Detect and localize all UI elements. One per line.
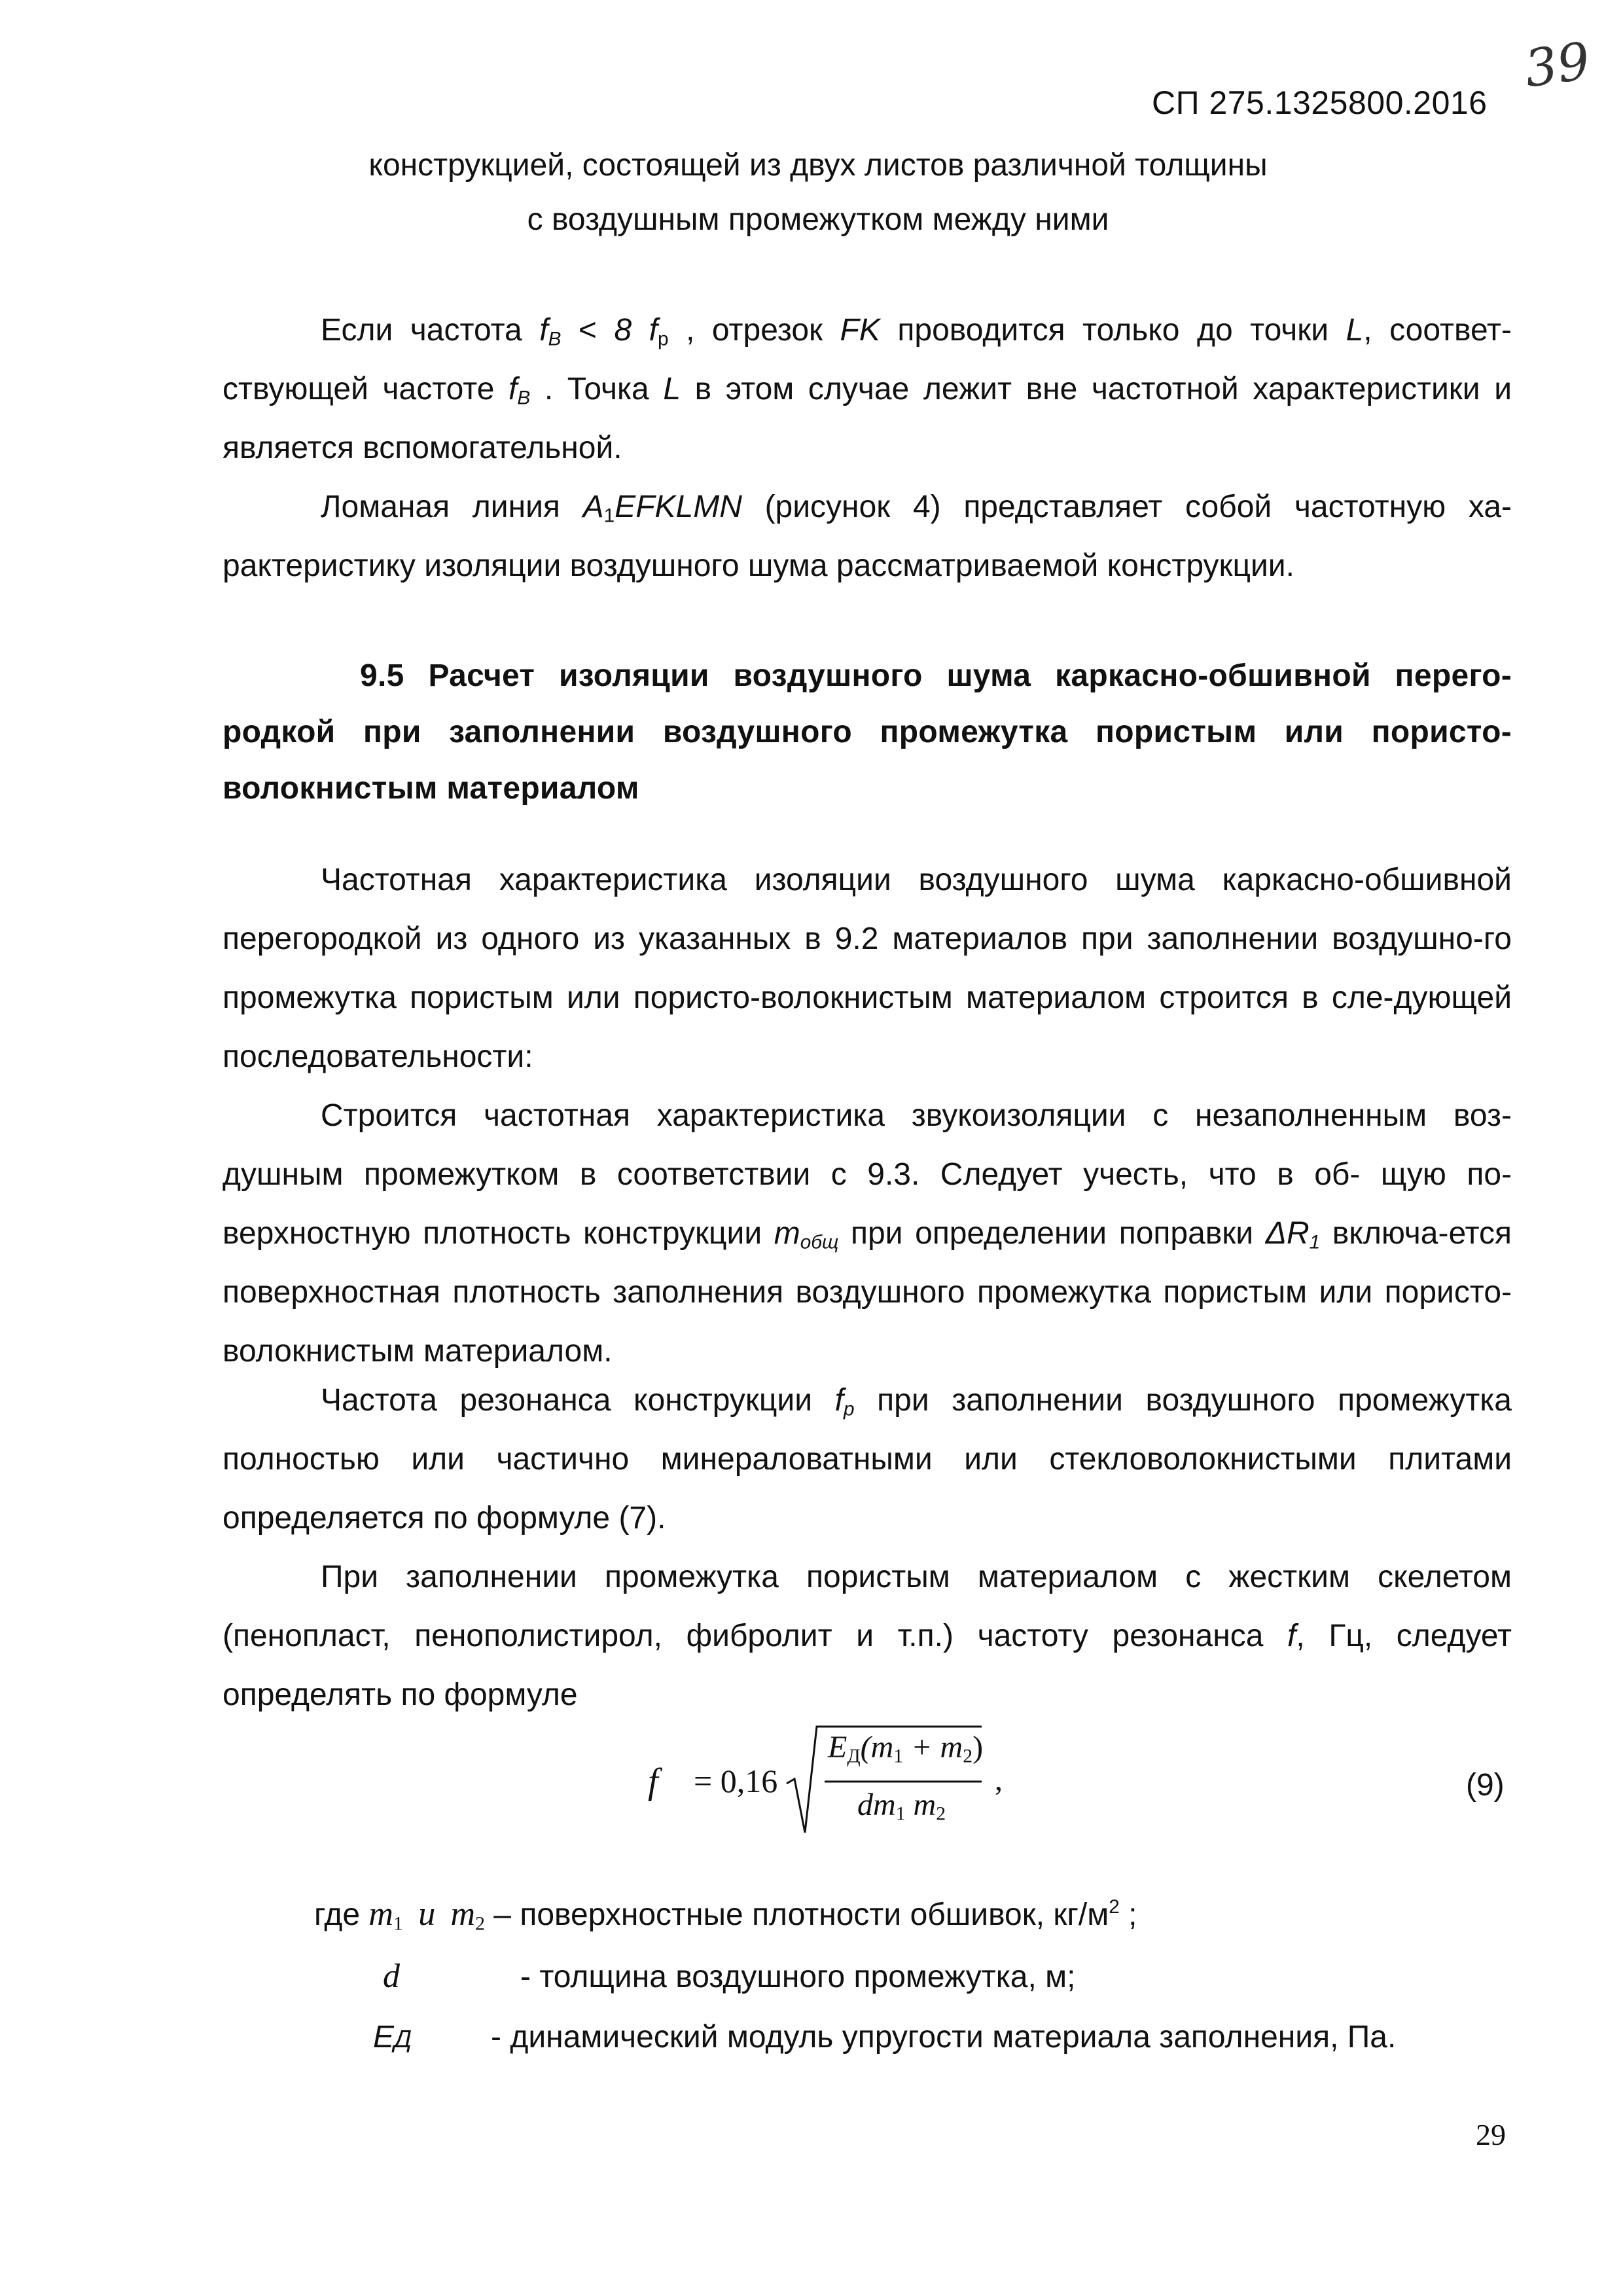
definition-m1-m2: где $m_1$ и $m_2$ – поверхностные плотности обшивок, $кг/м^2$ ; [314, 1895, 1137, 1935]
formula-denominator: $dm_1$ $m_2$ [857, 1787, 946, 1825]
definition-e-symbol: EД [373, 2020, 412, 2054]
section-heading: 9.5 Расчет изоляции воздушного шума каркасно-обшивной перего-родкой при заполнении воздушного промежутка пористым или пористо-волокнистым материалом [223, 658, 1512, 806]
formula-9 [648, 1715, 1073, 1846]
page-number: 29 [1476, 2118, 1506, 2151]
document-code: СП 275.1325800.2016 [1152, 84, 1488, 121]
definition-d-symbol: d [383, 1958, 400, 1995]
paragraph-unfilled-gap: Строится частотная характеристика звукоизоляции с незаполненным воз-душным промежутком в соответствии с 9.3. Следует учесть, что в об- щую по-верхностную плотность конструкции $m_{общ}$ при определении поправки $\Delta R_1$ включа-ется поверхностная плотность заполнения воздушного промежутка пористым или пористо-волокнистым материалом. [223, 1098, 1512, 1369]
definition-e-text: - динамический модуль упругости материала заполнения, Па. [491, 2020, 1397, 2054]
paragraph-resonance-frequency: Частота резонанса конструкции $f_р$ при заполнении воздушного промежутка полностью или частично минераловатными или стекловолокнистыми плитами определяется по формуле (7). [223, 1383, 1512, 1535]
definition-d-text: - толщина воздушного промежутка, м; [520, 1960, 1076, 1994]
paragraph-polyline: Ломаная линия $A_1EFKLMN$ (рисунок 4) представляет собой частотную ха-рактеристику изоляции воздушного шума рассматриваемой конструкции. [223, 490, 1512, 583]
formula-comma: , [995, 1763, 1003, 1797]
figure-caption-line-2: с воздушным промежутком между ними [527, 202, 1109, 237]
paragraph-characteristic-intro: Частотная характеристика изоляции воздушного шума каркасно-обшивной перегородкой из одного из указанных в 9.2 материалов при заполнении воздушно-го промежутка пористым или пористо-волокнистым материалом строится в сле-дующей последовательности: [223, 863, 1512, 1074]
figure-caption-line-1: конструкцией, состоящей из двух листов различной толщины [368, 148, 1268, 183]
paragraph-rigid-skeleton: При заполнении промежутка пористым материалом с жестким скелетом (пенопласт, пенополистирол, фибролит и т.п.) частоту резонанса f, Гц, следует определять по формуле [223, 1560, 1512, 1712]
formula-numerator: $E_Д(m_1 + m_2)$ [828, 1730, 984, 1767]
handwritten-page-number: 39 [1521, 31, 1594, 99]
formula-lhs: f [648, 1761, 658, 1802]
formula-number: (9) [1466, 1768, 1505, 1803]
paragraph-fb-condition: Если частота $f_В < 8$ $f_р$ , отрезок FK проводится только до точки L, соответ-ствующей частоте $f_В$ . Точка L в этом случае лежит вне частотной характеристики и является вспомогательной. [223, 313, 1512, 465]
formula-coefficient: = 0,16 [694, 1763, 778, 1799]
